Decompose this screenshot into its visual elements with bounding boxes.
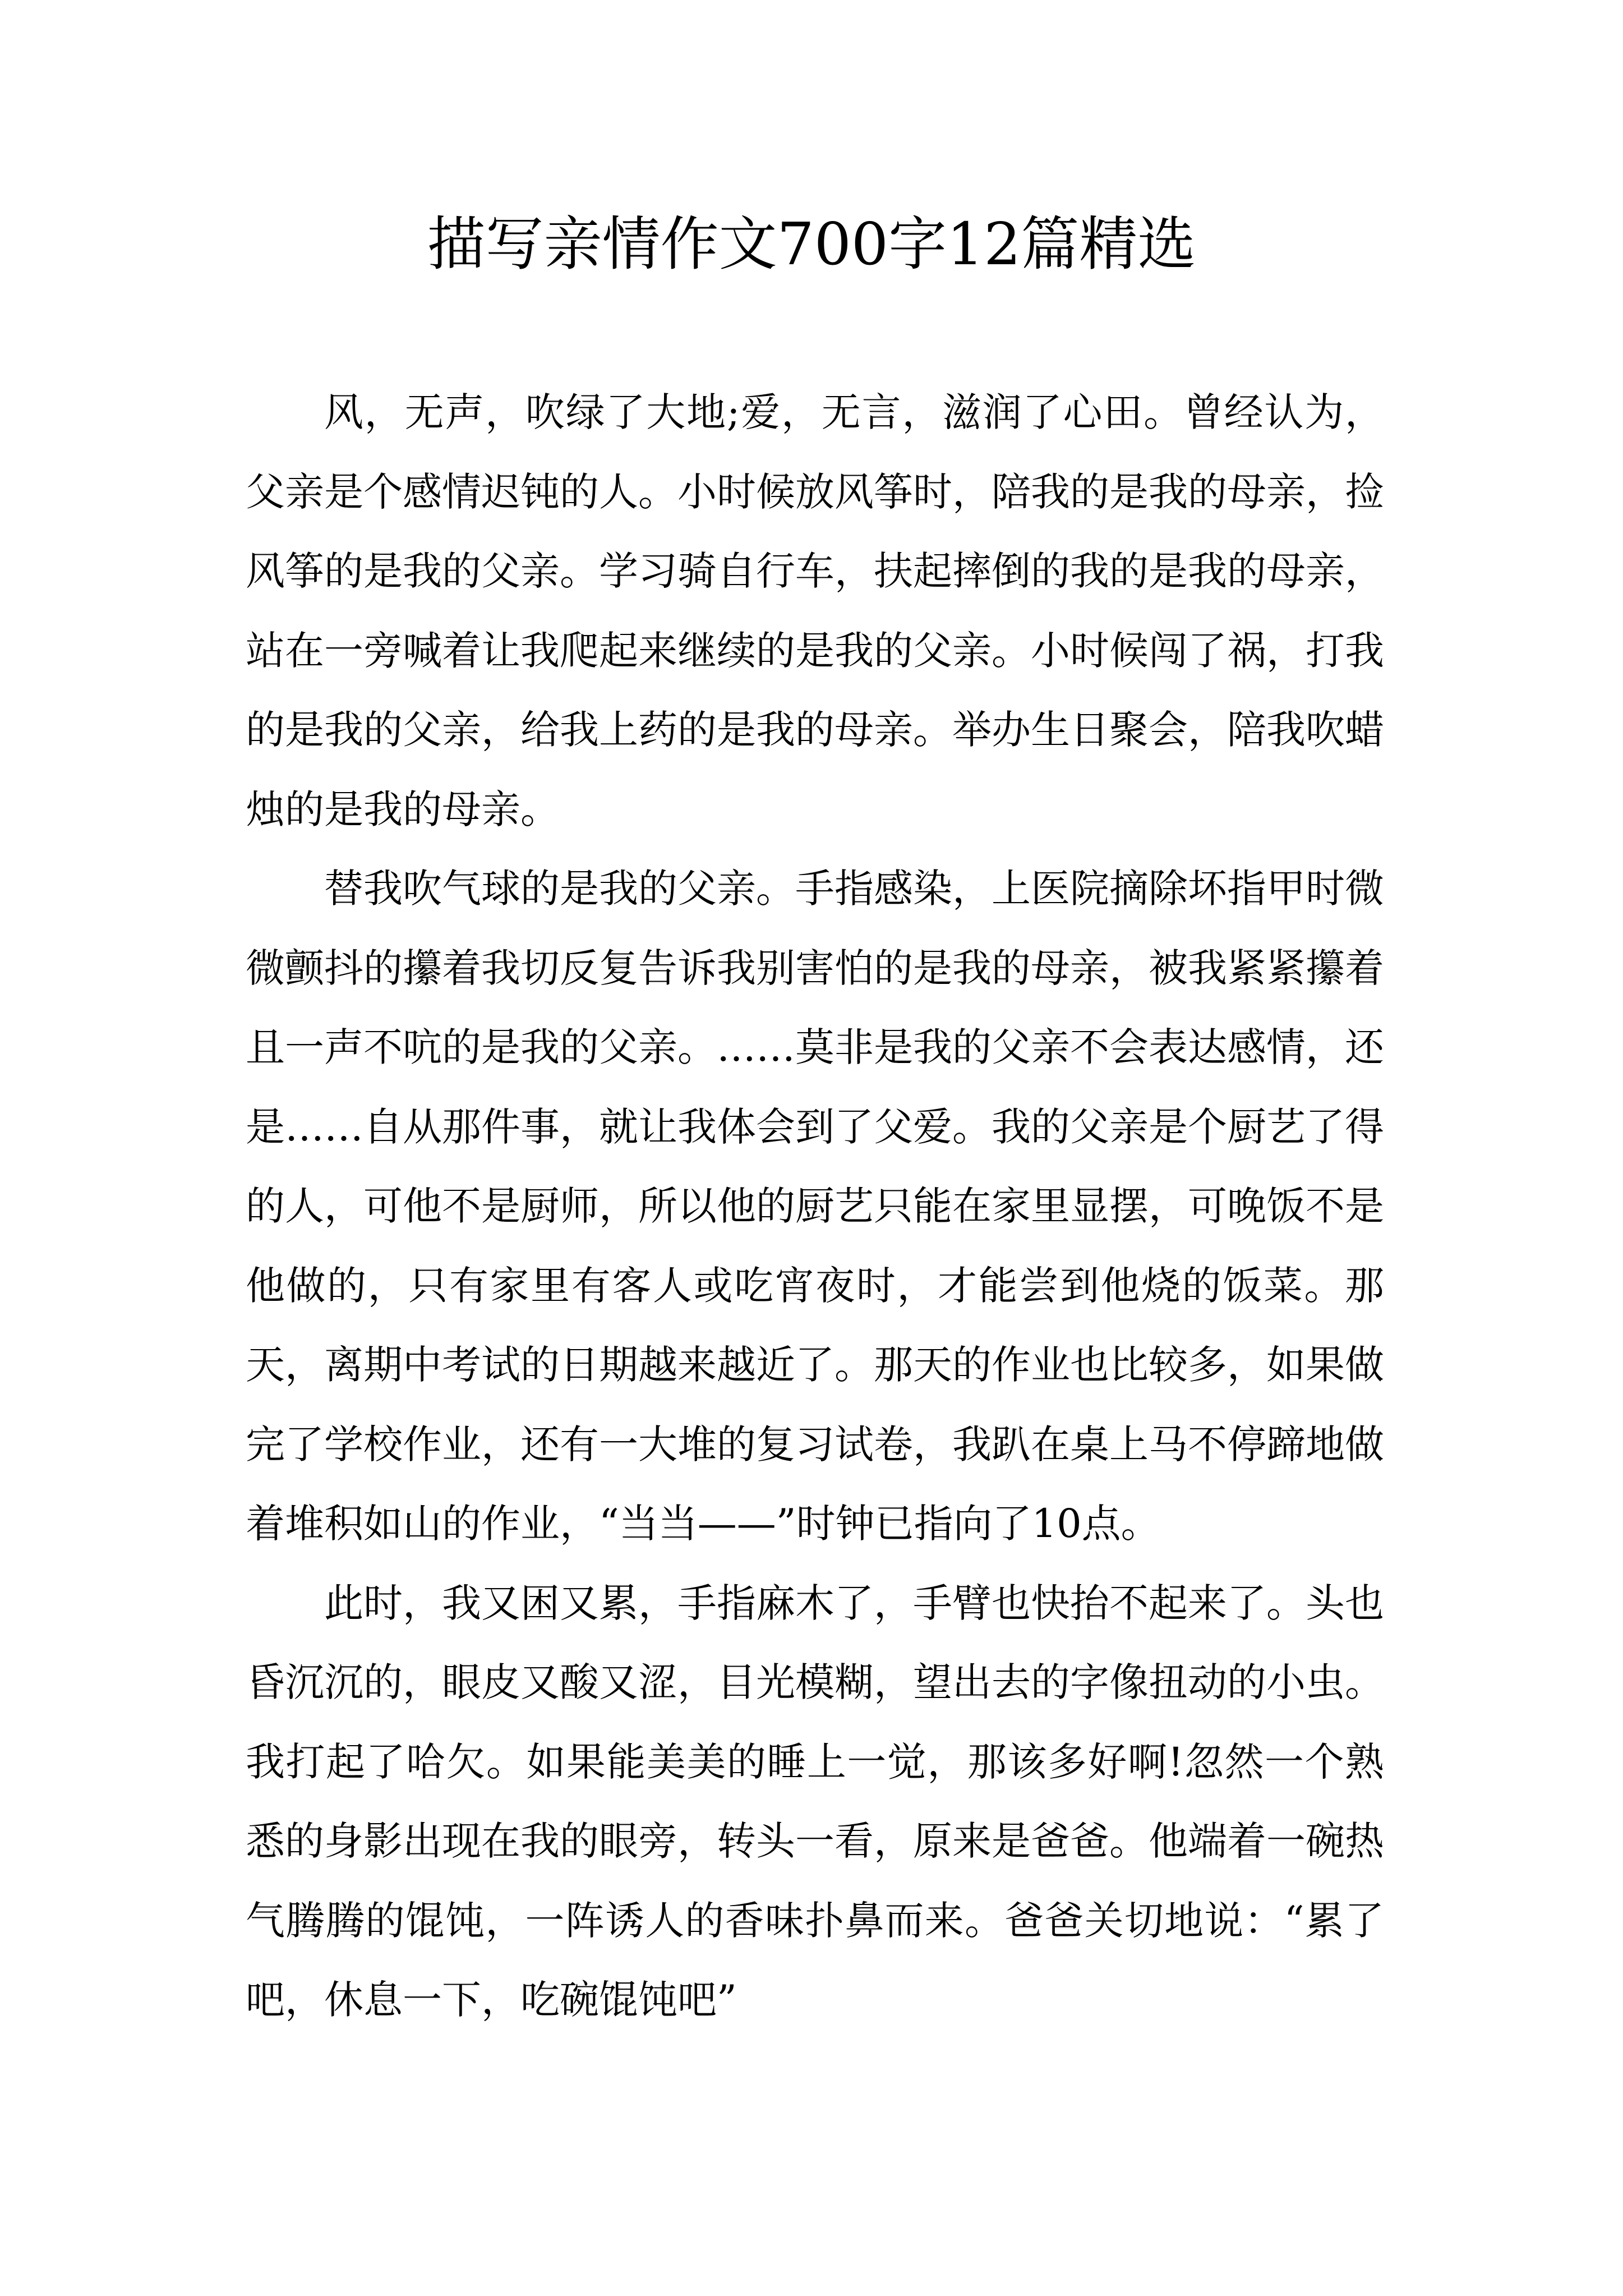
paragraph-1: 风，无声，吹绿了大地;爱，无言，滋润了心田。曾经认为，父亲是个感情迟钝的人。小时候放风筝时，陪我的是我的母亲，捡风筝的是我的父亲。学习骑自行车，扶起摔倒的我的是我的母亲，站在一旁喊着让我爬起来继续的是我的父亲。小时候闯了祸，打我的是我的父亲，给我上药的是我的母亲。举办生日聚会，陪我吹蜡烛的是我的母亲。: [246, 389, 1384, 832]
document-body: [246, 373, 1384, 2040]
document-title: 描写亲情作文700字12篇精选: [427, 210, 1196, 278]
paragraph-2: 替我吹气球的是我的父亲。手指感染，上医院摘除坏指甲时微微颤抖的攥着我切反复告诉我别害怕的是我的母亲，被我紧紧攥着且一声不吭的是我的父亲。……莫非是我的父亲不会表达感情，还是……自从那件事，就让我体会到了父爱。我的父亲是个厨艺了得的人，可他不是厨师，所以他的厨艺只能在家里显摆，可晚饭不是他做的，只有家里有客人或吃宵夜时，才能尝到他烧的饭菜。那天，离期中考试的日期越来越近了。那天的作业也比较多，如果做完了学校作业，还有一大堆的复习试卷，我趴在桌上马不停蹄地做着堆积如山的作业，“当当——”时钟已指向了10点。: [246, 866, 1384, 1547]
paragraph-3: 此时，我又困又累，手指麻木了，手臂也快抬不起来了。头也昏沉沉的，眼皮又酸又涩，目光模糊，望出去的字像扭动的小虫。我打起了哈欠。如果能美美的睡上一觉，那该多好啊!忽然一个熟悉的身影出现在我的眼旁，转头一看，原来是爸爸。他端着一碗热气腾腾的馄饨，一阵诱人的香味扑鼻而来。爸爸关切地说：“累了吧，休息一下，吃碗馄饨吧”: [246, 1580, 1384, 2023]
